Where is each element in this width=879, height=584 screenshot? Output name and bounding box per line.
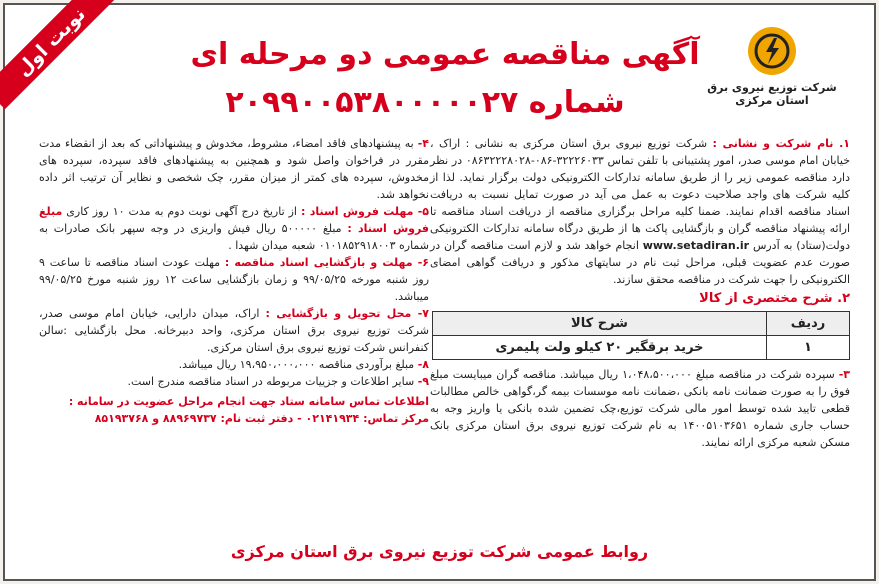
- section-1-text: شرکت توزیع نیروی برق استان مرکزی به نشانی : اراک ، خیابان امام موسی صدر، امور پشتیبانی با تلفن تماس ۳۲۲۲۶۰۳۳-۰۸۶-۰۸۶۳۲۲۲۸۰۲۸ در نظر دارد مناقصه عمومی زیر را از طریق سامانه تدارکات الکترونیکی دولت برگزار نماید. لذا از کلیه شرکت های واجد صلاحیت دعوت به عمل می آید در صورت تمایل نسبت به دریافت اسناد مناقصه اقدام نمایند. ضمنا کلیه مراحل برگزاری مناقصه از دریافت اسناد مناقصه تا ارائه پیشنهاد مناقصه گران و بازگشایی پاکت ها از طریق درگاه سامانه تدارکات الکترونیکی دولت(ستاد) به آدرس: [430, 137, 850, 252]
- notice-frame: [3, 3, 876, 581]
- notice-title: آگهی مناقصه عمومی دو مرحله ای: [190, 37, 700, 72]
- power-company-logo-icon: [748, 27, 796, 75]
- setad-url: www.setadiran.ir: [642, 239, 750, 252]
- contact-info-numbers: مرکز تماس: ۰۲۱۴۱۹۳۴ - دفتر ثبت نام: ۸۸۹۶۹۷۳۷ و ۸۵۱۹۳۷۶۸: [94, 412, 429, 425]
- section-7-text: اراک، میدان دارایی، خیابان امام موسی صدر، شرکت توزیع نیروی برق استان مرکزی، واحد دبیرخانه. محل بازگشایی :سالن کنفرانس شرکت توزیع نیروی برق استان مرکزی.: [39, 307, 429, 354]
- section-9-text: سایر اطلاعات و جزییات مربوطه در اسناد مناقصه مندرج است.: [127, 375, 415, 388]
- tender-number: شماره ۲۰۹۹۰۰۵۳۸۰۰۰۰۰۲۷: [225, 85, 625, 120]
- cell-row-number: ۱: [767, 336, 850, 360]
- section-6-text: مهلت عودت اسناد مناقصه تا ساعت ۹ روز شنبه مورخه ۹۹/۰۵/۲۵ و زمان بازگشایی ساعت ۱۲ روز شنبه مورخ ۹۹/۰۵/۲۵ میباشد.: [39, 256, 430, 303]
- header-description: شرح کالا: [433, 312, 767, 336]
- public-relations-footer: روابط عمومی شرکت توزیع نیروی برق استان مرکزی: [230, 542, 649, 561]
- section-5-text: از تاریخ درج آگهی نوبت دوم به مدت ۱۰ روز کاری: [66, 205, 297, 218]
- section-9-title: ۹-: [417, 375, 429, 388]
- section-5b-title: مبلغ فروش اسناد :: [39, 205, 430, 235]
- section-6-title: ۶- مهلت و بازگشایی اسناد مناقصه :: [224, 256, 429, 269]
- section-8: [39, 356, 429, 373]
- table-header-row: [433, 312, 850, 336]
- section-6: [39, 254, 429, 305]
- section-3-title: ۳-: [838, 368, 850, 381]
- contact-info-title: اطلاعات تماس سامانه ستاد جهت انجام مراحل عضویت در سامانه :: [68, 395, 429, 408]
- cell-description: خرید برقگیر ۲۰ کیلو ولت پلیمری: [433, 336, 767, 360]
- section-8-title: ۸-: [417, 358, 429, 371]
- company-name: شرکت توزیع نیروی برق استان مرکزی: [707, 81, 837, 107]
- left-column: [39, 135, 429, 427]
- table-row: [433, 336, 850, 360]
- section-4: [39, 135, 429, 203]
- section-4-text: به پیشنهادهای فاقد امضاء، مشروط، مخدوش و پیشنهاداتی که بعد از انقضاء مدت مقرر در فراخوان واصل شود و همچنین به پیشنهادهای فاقد سپرده، سپرده های مخدوش، سپرده های کمتر از میزان مقرر، چک شخصی و نظایر آن ترتیب اثر داده نخواهد شد.: [39, 137, 429, 201]
- items-table: [432, 311, 850, 360]
- section-7-title: ۷- محل تحویل و بازگشایی :: [265, 307, 430, 320]
- section-3-text: سپرده شرکت در مناقصه مبلغ ۱،۰۴۸،۵۰۰،۰۰۰ ریال میباشد. مناقصه گران میبایست مبلغ فوق را به صورت ضمانت نامه بانکی ،ضمانت نامه موسسات بیمه گر،گواهی خالص مطالبات قطعی تایید شده توسط امور مالی شرکت توزیع،چک تضمین شده بانکی یا واریز وجه به حساب جاری شماره ۱۴۰۰۵۱۰۳۶۵۱ به نام شرکت توزیع نیروی برق استان مرکزی بانک مسکن شعبه مرکزی ارائه نمایند.: [430, 368, 850, 449]
- section-1-title: ۱. نام شرکت و نشانی :: [712, 137, 851, 150]
- section-3: [430, 366, 850, 451]
- edition-stamp: نوبت اول: [0, 0, 118, 109]
- section-1-text2: انجام خواهد شد و لازم است مناقصه گران در صورت عدم عضویت قبلی، مراحل ثبت نام در سایتهای مذکور و دریافت گواهی امضای الکترونیکی را جهت شرکت در مناقصه محقق سازند.: [430, 239, 850, 286]
- section-5: [39, 203, 429, 254]
- right-column: [430, 135, 850, 451]
- section-7: [39, 305, 429, 356]
- section-8-text: مبلغ برآوردی مناقصه ۱۹،۹۵۰،۰۰۰،۰۰۰ ریال میباشد.: [178, 358, 415, 371]
- section-2-title: ۲. شرح مختصری از کالا: [699, 291, 850, 306]
- section-5-title: ۵- مهلت فروش اسناد :: [300, 205, 430, 218]
- section-4-title: ۴-: [417, 137, 429, 150]
- header-row-number: ردیف: [767, 312, 850, 336]
- section-5b-text: مبلغ ۵۰۰۰۰۰ ریال فیش واریزی در وجه سپهر بانک صادرات به شماره ۰۱۰۱۸۵۲۹۱۸۰۰۳ شعبه میدان شهدا .: [39, 222, 429, 252]
- section-1: [430, 135, 850, 288]
- section-9: [39, 373, 429, 390]
